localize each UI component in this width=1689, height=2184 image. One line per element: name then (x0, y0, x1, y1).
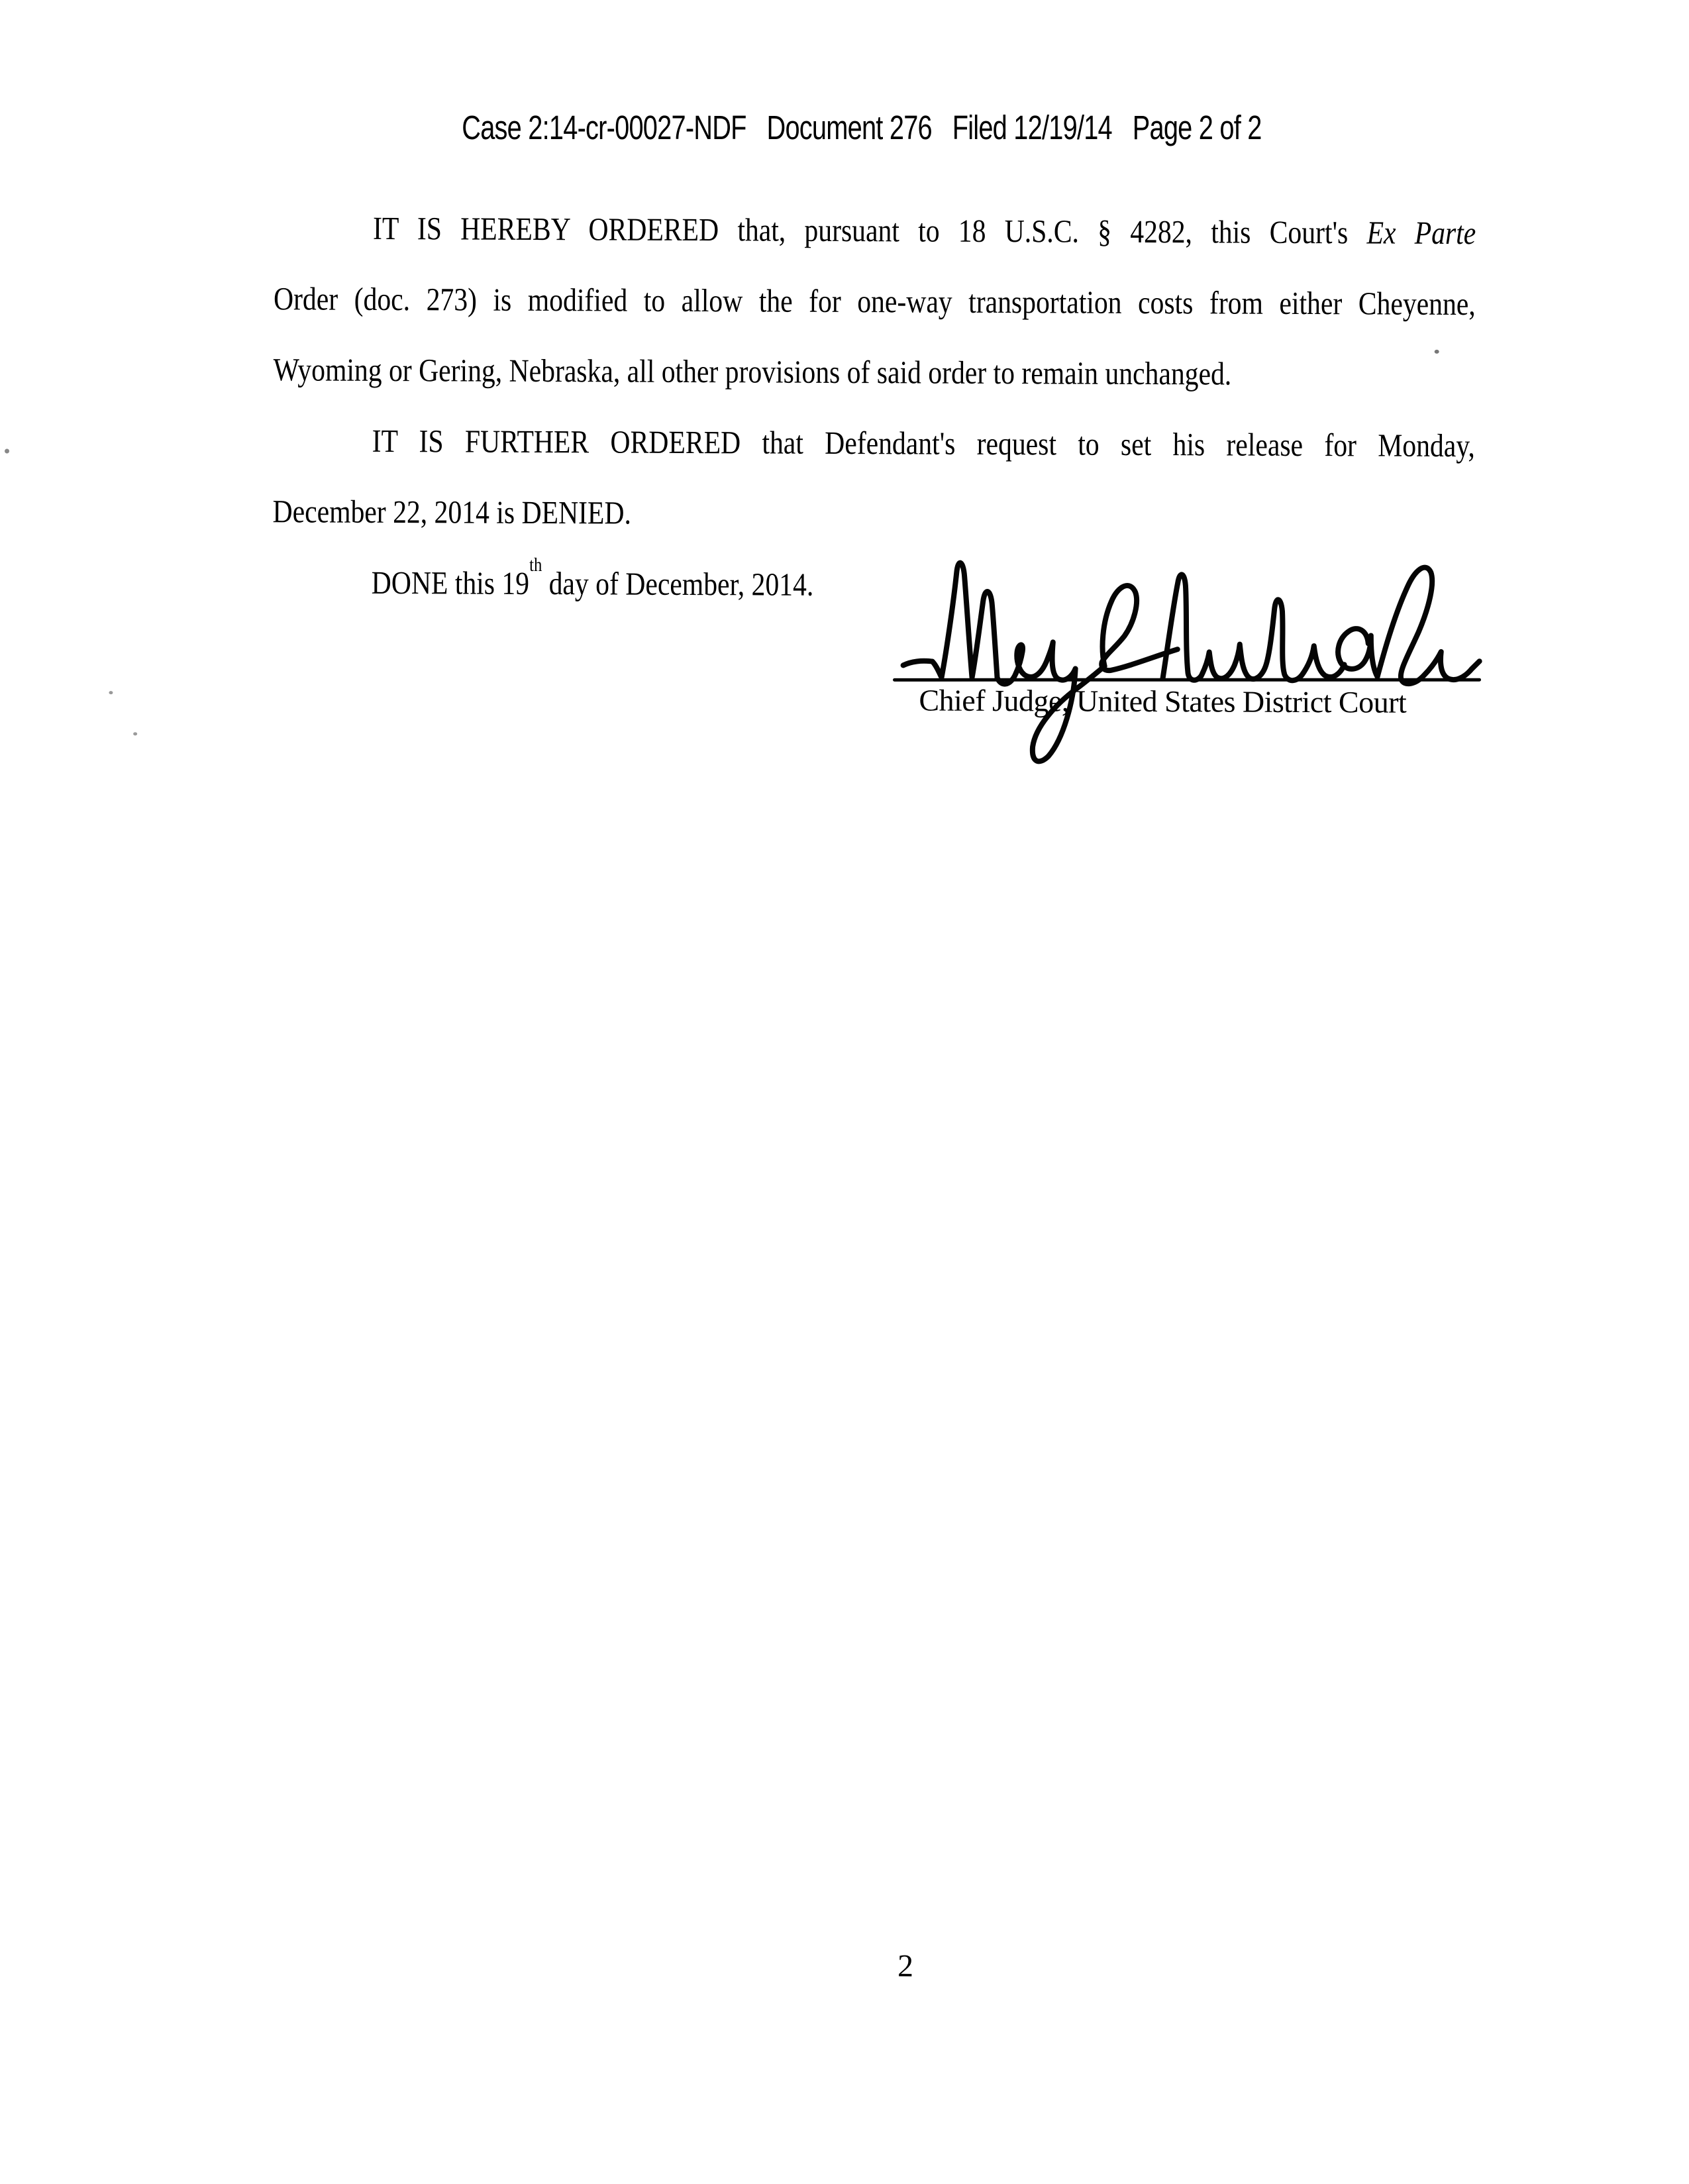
date-line-suffix: day of December, 2014. (542, 565, 814, 603)
scan-artifact (109, 691, 113, 694)
judge-signature-icon (878, 535, 1502, 776)
page-number: 2 (897, 1948, 914, 1984)
date-line-prefix: DONE this 19 (371, 564, 530, 601)
paragraph1-line1-text: IT IS HEREBY ORDERED that, pursuant to 18 U.S.C. § 4282, this Court's (372, 209, 1367, 251)
paragraph2-line1: IT IS FURTHER ORDERED that Defendant's request to set his release for Monday, (372, 422, 1475, 464)
scan-artifact (1435, 350, 1439, 354)
paragraph1-line2: Order (doc. 273) is modified to allow the for one-way transportation costs from either Cheyenne, (273, 280, 1476, 323)
ordinal-superscript: th (529, 554, 542, 576)
ex-parte-citation: Ex Parte (1366, 214, 1476, 252)
signer-title: Chief Judge, United States District Court (919, 683, 1407, 719)
scan-artifact (5, 448, 9, 453)
scan-artifact (133, 732, 137, 735)
paragraph1-line1 (274, 192, 1476, 268)
paragraph1-line3: Wyoming or Gering, Nebraska, all other provisions of said order to remain unchanged. (273, 351, 1232, 392)
ecf-stamp-text: Case 2:14-cr-00027-NDF Document 276 Filed 12/19/14 Page 2 of 2 (462, 109, 1262, 146)
paragraph2-line2: December 22, 2014 is DENIED. (272, 493, 632, 531)
